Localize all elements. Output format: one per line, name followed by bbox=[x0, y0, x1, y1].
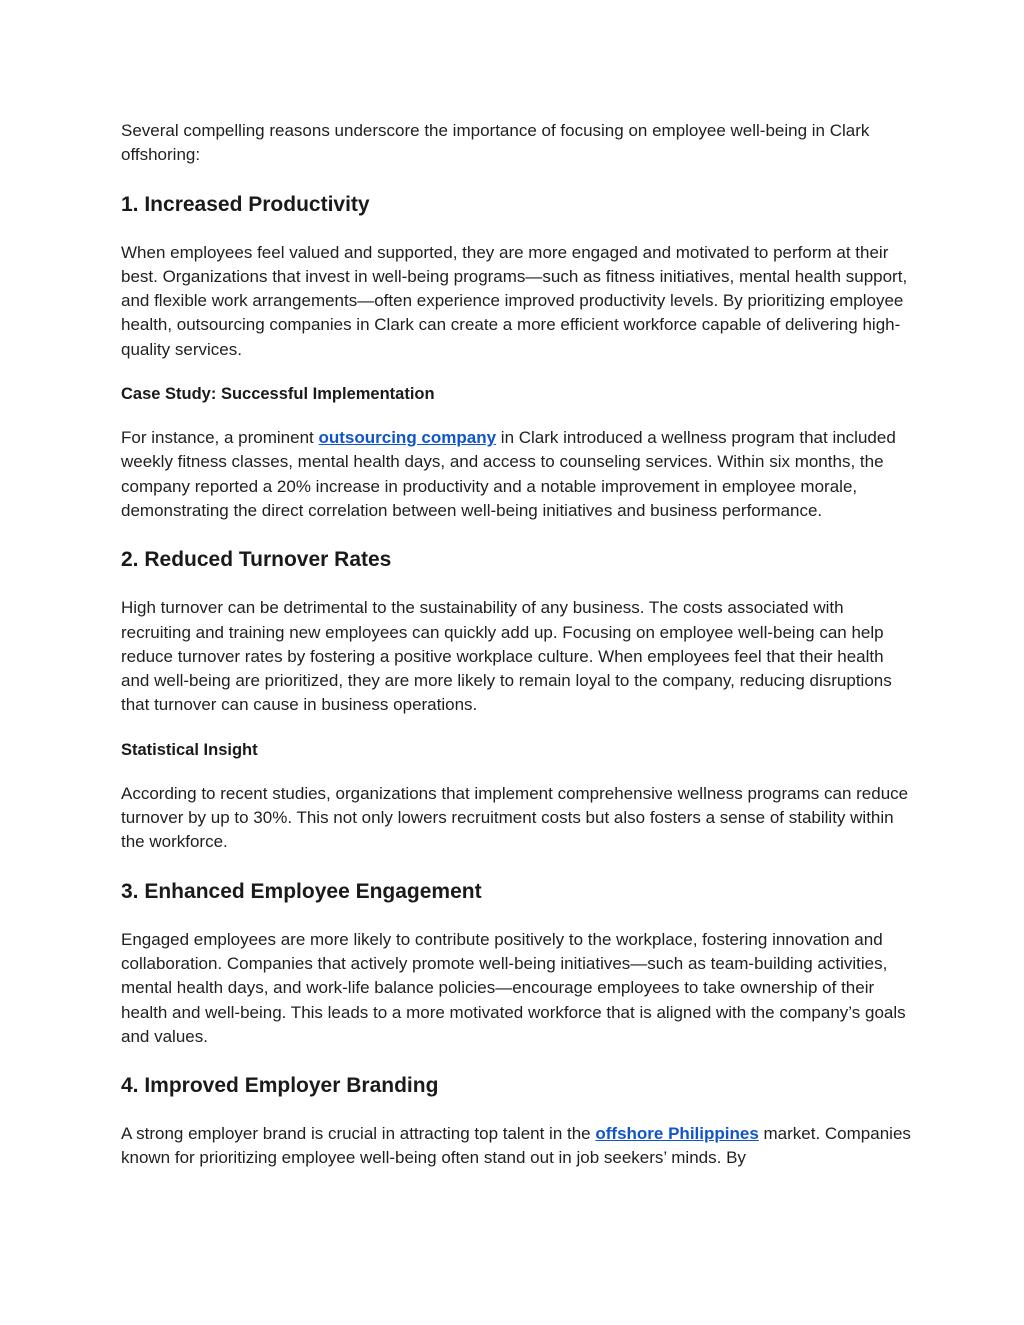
section-heading-reduced-turnover: 2. Reduced Turnover Rates bbox=[121, 548, 392, 572]
case-study-text-after: in Clark introduced a wellness program that included weekly fitness classes, mental health days, and access to counseling services. Within six months, the company reported a 20% increase in productivity and a notable improvement in employee morale, demonstrating the direct correlation between well-being initiatives and business performance. bbox=[121, 428, 896, 520]
subheading-case-study: Case Study: Successful Implementation bbox=[121, 385, 435, 404]
section-heading-employee-engagement: 3. Enhanced Employee Engagement bbox=[121, 879, 482, 903]
offshore-philippines-link[interactable]: offshore Philippines bbox=[595, 1124, 759, 1144]
intro-paragraph: Several compelling reasons underscore the importance of focusing on employee well-being in Clark offshoring: bbox=[121, 121, 870, 165]
employer-branding-text-after: market. Companies known for prioritizing employee well-being often stand out in job seekers’ minds. By bbox=[121, 1124, 911, 1168]
paragraph-increased-productivity: When employees feel valued and supported, they are more engaged and motivated to perform at their best. Organizations that invest in well-being programs—such as fitness initiatives, mental health support, and flexible work arrangements—often experience improved productivity levels. By prioritizing employee health, outsourcing companies in Clark can create a more efficient workforce capable of delivering high-quality services. bbox=[121, 242, 908, 359]
paragraph-case-study bbox=[121, 426, 911, 523]
section-heading-employer-branding: 4. Improved Employer Branding bbox=[121, 1074, 439, 1098]
subheading-statistical-insight: Statistical Insight bbox=[121, 740, 258, 759]
case-study-text-before: For instance, a prominent bbox=[121, 428, 319, 448]
employer-branding-text-before: A strong employer brand is crucial in attracting top talent in the bbox=[121, 1124, 596, 1144]
paragraph-reduced-turnover: High turnover can be detrimental to the sustainability of any business. The costs associated with recruiting and training new employees can quickly add up. Focusing on employee well-being can help reduce turnover rates by fostering a positive workplace culture. When employees feel that their health and well-being are prioritized, they are more likely to remain loyal to the company, reducing disruptions that turnover can cause in business operations. bbox=[121, 598, 892, 715]
paragraph-employer-branding bbox=[121, 1122, 911, 1171]
outsourcing-company-link[interactable]: outsourcing company bbox=[318, 428, 497, 448]
paragraph-statistical-insight: According to recent studies, organizations that implement comprehensive wellness programs can reduce turnover by up to 30%. This not only lowers recruitment costs but also fosters a sense of stability within the workforce. bbox=[121, 783, 909, 852]
document-page bbox=[121, 119, 911, 1171]
paragraph-employee-engagement: Engaged employees are more likely to contribute positively to the workplace, fostering innovation and collaboration. Companies that actively promote well-being initiatives—such as team-building activities, mental health days, and work-life balance policies—encourage employees to take ownership of their health and well-being. This leads to a more motivated workforce that is aligned with the company’s goals and values. bbox=[121, 929, 906, 1046]
section-heading-increased-productivity: 1. Increased Productivity bbox=[121, 192, 370, 216]
